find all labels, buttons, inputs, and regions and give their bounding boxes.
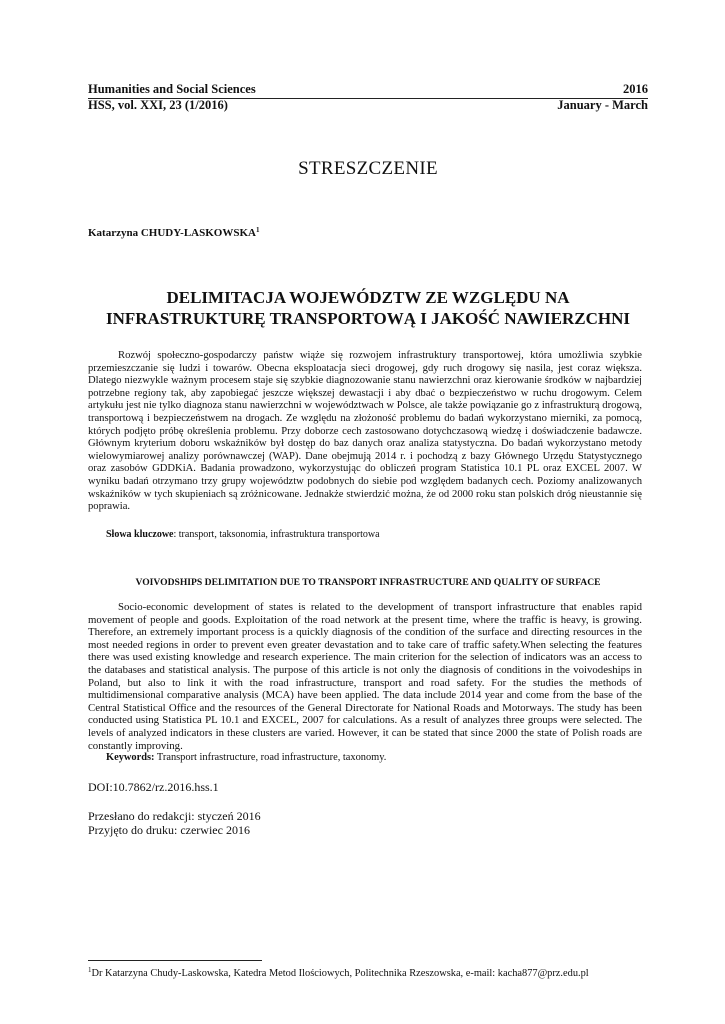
- journal-period: January - March: [557, 98, 648, 112]
- article-title-line-1: DELIMITACJA WOJEWÓDZTW ZE WZGLĘDU NA: [166, 288, 570, 307]
- keywords-english-text: Transport infrastructure, road infrastructure, taxonomy.: [154, 752, 387, 763]
- footnote-text: Dr Katarzyna Chudy-Laskowska, Katedra Metod Ilościowych, Politechnika Rzeszowska, e-mail: kacha877@prz.edu.pl: [91, 968, 589, 979]
- keywords-english: [106, 752, 386, 763]
- running-header-top: [88, 82, 648, 99]
- keywords-polish-label: Słowa kluczowe: [106, 529, 174, 540]
- journal-name: Humanities and Social Sciences: [88, 82, 256, 96]
- abstract-english: [88, 601, 642, 752]
- acceptance-date: Przyjęto do druku: czerwiec 2016: [88, 823, 250, 837]
- journal-year: 2016: [623, 82, 648, 96]
- article-title: [88, 287, 648, 329]
- section-title: STRESZCZENIE: [298, 158, 438, 179]
- running-header-bottom: [88, 98, 648, 113]
- article-title-line-2: INFRASTRUKTURĘ TRANSPORTOWĄ I JAKOŚĆ NAWIERZCHNI: [106, 309, 630, 328]
- abstract-polish: [88, 350, 642, 514]
- journal-volume: HSS, vol. XXI, 23 (1/2016): [88, 98, 228, 112]
- author-footnote-mark[interactable]: 1: [255, 226, 260, 234]
- keywords-english-label: Keywords:: [106, 752, 155, 763]
- english-title: VOIVODSHIPS DELIMITATION DUE TO TRANSPORT INFRASTRUCTURE AND QUALITY OF SURFACE: [135, 577, 601, 588]
- doi[interactable]: DOI:10.7862/rz.2016.hss.1: [88, 780, 219, 794]
- abstract-polish-text: Rozwój społeczno-gospodarczy państw wiąże się rozwojem infrastruktury transportowej, która umożliwia szybkie przemieszczanie się ludzi i towarów. Obecna eksploatacja sieci drogowej, gdy ruch drogowy się nasila, jest coraz większa. Dlatego niezwykle ważnym procesem staje się szybkie diagnozowanie stanu nawierzchni oraz kierowanie środków w najbardziej potrzebne regiony tak, aby zapobiegać jeszcze większej dewastacji i aby dbać o bezpieczeństwo w ruchu drogowym. Celem artykułu jest nie tylko diagnoza stanu nawierzchni w województwach w Polsce, ale także powiązanie go z infrastrukturą drogową, transportową i bezpieczeństwem na drogach. Ze względu na złożoność problemu do badań wykorzystano mierniki, za pomocą, których podjęto próbę określenia problemu. Przy doborze cech zastosowano dotychczasową wiedzę i doświadczenie badawcze. Głównym kryterium doboru wskaźników był dostęp do baz danych oraz analiza statystyczna. Do badań wykorzystano metody wielowymiarowej analizy porównawczej (WAP). Dane obejmują 2014 r. i pochodzą z bazy Głównego Urzędu Statystycznego oraz zasobów GDDKiA. Badania prowadzono, wykorzystując do obliczeń program Statistica 10.1 PL oraz EXCEL 2007. W wyniku badań otrzymano trzy grupy województw podobnych do siebie pod względem badanych cech. Poziomy analizowanych wskaźników w tych skupieniach są zróżnicowane. Jednakże stwierdzić można, że od 2000 roku stan polskich dróg nieustannie się poprawia.: [88, 350, 642, 513]
- keywords-polish: [106, 529, 380, 540]
- submission-date: Przesłano do redakcji: styczeń 2016: [88, 809, 261, 823]
- author-line: [88, 226, 259, 239]
- footnote: [88, 966, 589, 979]
- abstract-english-text: Socio-economic development of states is related to the development of transport infrastructure that enables rapid movement of people and goods. Exploitation of the road network at the present time, where the traffic is heavy, is growing. Therefore, an extremely important process is a quickly diagnosis of the condition of the surface and directing resources in the most needed regions in order to prevent even greater devastation and to take care of traffic safety.When selecting the features there was used existing knowledge and research experience. The main criterion for the selection of indicators was an access to the databases and statistical analysis. The purpose of this article is not only the diagnosis of conditions in the voivodeships in Poland, but also to link it with the road infrastructure, transport and road safety. For the studies the methods of multidimensional comparative analysis (MCA) have been applied. The data include 2014 year and come from the base of the Central Statistical Office and the resources of the General Directorate for National Roads and Motorways. The study has been conducted using Statistica PL 10.1 and EXCEL, 2007 for calculations. As a result of analyzes three groups were selected. The levels of analyzed indicators in these clusters are varied. However, it can be stated that since 2000 the state of Polish roads are constantly improving.: [88, 601, 642, 752]
- footnote-divider: [88, 960, 262, 961]
- footnote-mark: 1: [88, 966, 92, 974]
- author-name: Katarzyna CHUDY-LASKOWSKA: [88, 227, 256, 239]
- keywords-polish-text: : transport, taksonomia, infrastruktura transportowa: [173, 529, 380, 540]
